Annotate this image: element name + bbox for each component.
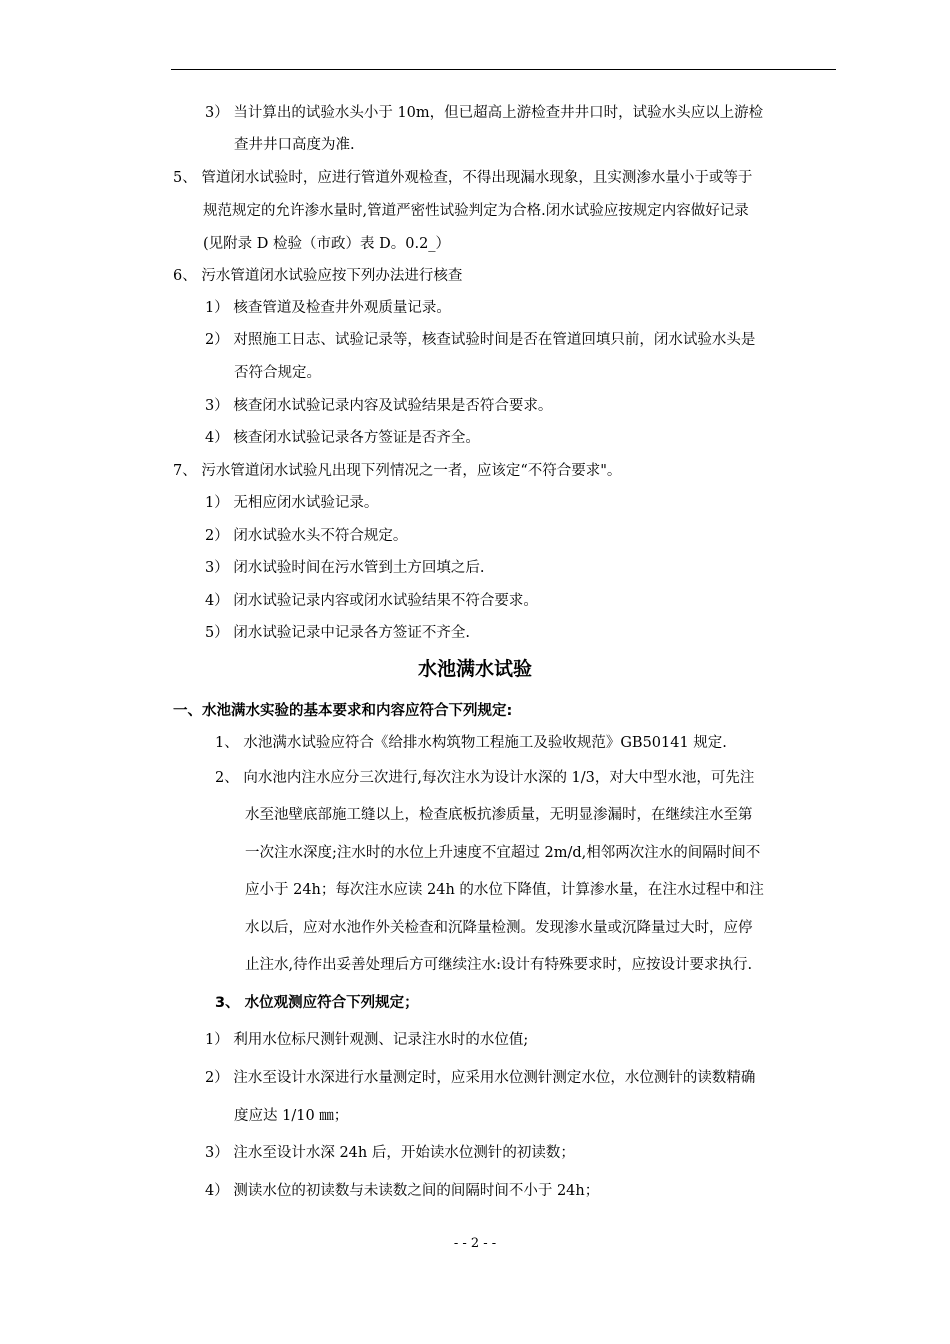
text-line: 3） 当计算出的试验水头小于 10m，但已超高上游检查井井口时，试验水头应以上游检: [205, 105, 764, 121]
text-line: 3） 闭水试验时间在污水管到土方回填之后.: [205, 560, 485, 576]
text-line: 度应达 1/10 ㎜；: [234, 1108, 349, 1124]
text-line: 水至池壁底部施工缝以上，检查底板抗渗质量，无明显渗漏时，在继续注水至第: [245, 807, 753, 823]
text-line: 2） 对照施工日志、试验记录等，核查试验时间是否在管道回填只前，闭水试验水头是: [205, 332, 756, 348]
text-line: 应小于 24h；每次注水应读 24h 的水位下降值，计算渗水量，在注水过程中和注: [245, 882, 764, 898]
text-line: (见附录 D 检验（市政）表 D。0.2_）: [203, 236, 451, 252]
text-line: 6、 污水管道闭水试验应按下列办法进行核查: [173, 268, 463, 284]
text-line: 否符合规定。: [234, 365, 321, 381]
text-line: 3） 注水至设计水深 24h 后，开始读水位测针的初读数；: [205, 1145, 575, 1161]
text-line: 1、 水池满水试验应符合《给排水构筑物工程施工及验收规范》GB50141 规定.: [215, 735, 727, 751]
text-line: 2） 注水至设计水深进行水量测定时，应采用水位测针测定水位，水位测针的读数精确: [205, 1070, 756, 1086]
text-line: 规范规定的允许渗水量时,管道严密性试验判定为合格.闭水试验应按规定内容做好记录: [203, 203, 749, 219]
text-line: 4） 核查闭水试验记录各方签证是否齐全。: [205, 430, 480, 446]
text-line: 2、 向水池内注水应分三次进行,每次注水为设计水深的 1/3，对大中型水池，可先注: [215, 770, 755, 786]
text-line: 水以后，应对水池作外关检查和沉降量检测。发现渗水量或沉降量过大时，应停: [245, 920, 753, 936]
header-rule: [171, 69, 836, 70]
text-line: 5） 闭水试验记录中记录各方签证不齐全.: [205, 625, 470, 641]
text-line: 1） 无相应闭水试验记录。: [205, 495, 379, 511]
text-line: 一次注水深度;注水时的水位上升速度不宜超过 2m/d,相邻两次注水的间隔时间不: [245, 845, 761, 861]
text-line: 7、 污水管道闭水试验凡出现下列情况之一者，应该定“不符合要求"。: [173, 463, 622, 479]
text-line: 4） 测读水位的初读数与未读数之间的间隔时间不小于 24h；: [205, 1183, 600, 1199]
text-line: 1） 利用水位标尺测针观测、记录注水时的水位值;: [205, 1032, 529, 1048]
text-line: 5、 管道闭水试验时，应进行管道外观检查，不得出现漏水现象，且实测渗水量小于或等于: [173, 170, 753, 186]
text-line: 止注水,待作出妥善处理后方可继续注水:设计有特殊要求时，应按设计要求执行.: [245, 957, 753, 973]
text-line: 2） 闭水试验水头不符合规定。: [205, 528, 408, 544]
section-title: 水池满水试验: [417, 658, 532, 680]
section-heading: 一、水池满水实验的基本要求和内容应符合下列规定:: [173, 703, 513, 719]
page-number: - - 2 - -: [453, 1236, 497, 1251]
text-line: 4） 闭水试验记录内容或闭水试验结果不符合要求。: [205, 593, 538, 609]
text-line: 3） 核查闭水试验记录内容及试验结果是否符合要求。: [205, 398, 553, 414]
subsection-heading: 3、 水位观测应符合下列规定；: [215, 995, 419, 1011]
text-line: 查井井口高度为准.: [234, 137, 355, 153]
text-line: 1） 核查管道及检查井外观质量记录。: [205, 300, 451, 316]
